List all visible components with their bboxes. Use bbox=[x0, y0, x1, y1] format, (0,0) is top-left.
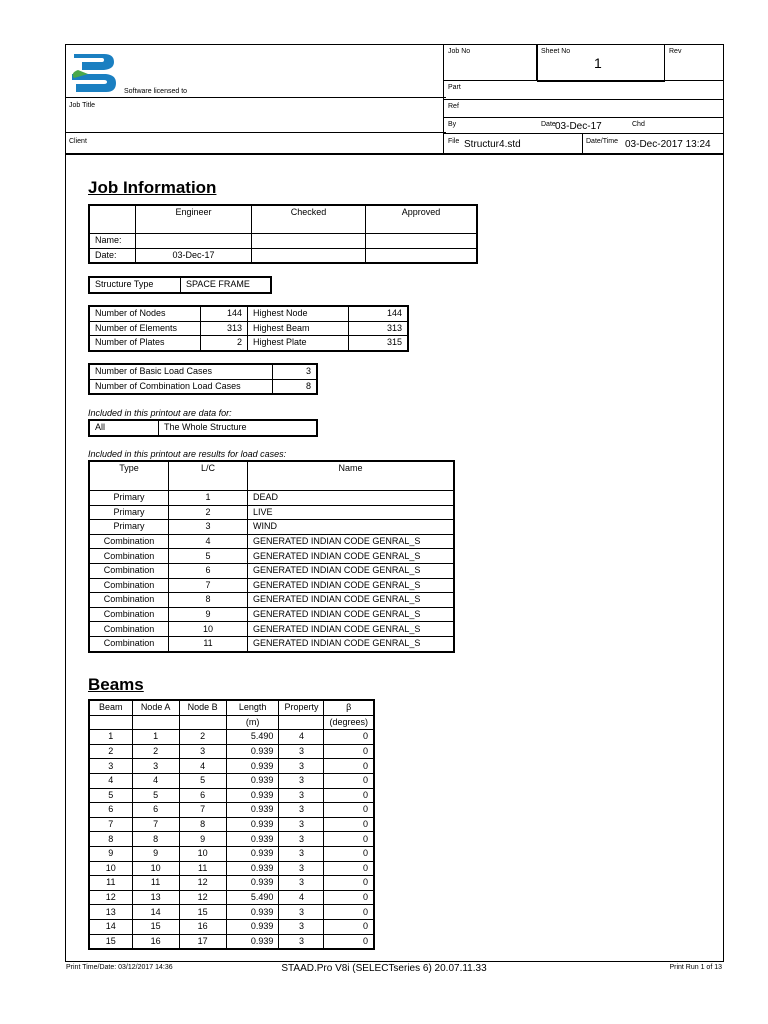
property-header: Property bbox=[279, 700, 324, 715]
counts-table bbox=[88, 305, 409, 352]
beam-row: 3 3 4 0.939 3 0 bbox=[89, 759, 374, 774]
beam-row: 9 9 10 0.939 3 0 bbox=[89, 846, 374, 861]
print-run: Print Run 1 of 13 bbox=[669, 964, 722, 971]
length-unit: (m) bbox=[226, 715, 279, 730]
length-header: Length bbox=[226, 700, 279, 715]
beam-row: 4 4 5 0.939 3 0 bbox=[89, 773, 374, 788]
beam-row: 11 11 12 0.939 3 0 bbox=[89, 876, 374, 891]
structure-type-label: Structure Type bbox=[89, 277, 181, 293]
job-info-title: Job Information bbox=[88, 178, 217, 197]
ref-label: Ref bbox=[448, 103, 459, 110]
table-row: Name: bbox=[89, 234, 477, 249]
load-case-row: Combination 5 GENERATED INDIAN CODE GENRAL_S bbox=[89, 549, 454, 564]
date-label: Date bbox=[541, 121, 556, 128]
table-row: Date: 03-Dec-17 bbox=[89, 248, 477, 263]
date-value: 03-Dec-17 bbox=[555, 121, 602, 132]
sheet-no-value: 1 bbox=[594, 55, 602, 71]
chd-label: Chd bbox=[632, 121, 645, 128]
load-cases-table bbox=[88, 460, 455, 653]
structure-type-table bbox=[88, 276, 272, 294]
results-for-note: Included in this printout are results for load cases: bbox=[88, 449, 287, 459]
structure-type-value: SPACE FRAME bbox=[181, 277, 272, 293]
load-counts-table bbox=[88, 363, 318, 395]
load-case-row: Combination 10 GENERATED INDIAN CODE GENRAL_S bbox=[89, 622, 454, 637]
type-header: Type bbox=[89, 461, 169, 491]
load-case-row: Combination 4 GENERATED INDIAN CODE GENRAL_S bbox=[89, 534, 454, 549]
software-version: STAAD.Pro V8i (SELECTseries 6) 20.07.11.33 bbox=[281, 963, 487, 974]
beam-row: 12 13 12 5.490 4 0 bbox=[89, 890, 374, 905]
part-label: Part bbox=[448, 84, 461, 91]
bentley-logo-icon bbox=[68, 48, 118, 96]
title-block bbox=[66, 45, 723, 155]
table-row bbox=[89, 700, 374, 715]
rev-label: Rev bbox=[669, 48, 682, 55]
client-label: Client bbox=[69, 138, 87, 145]
lc-header: L/C bbox=[169, 461, 248, 491]
table-row: Number of Combination Load Cases 8 bbox=[89, 379, 317, 394]
beam-row: 6 6 7 0.939 3 0 bbox=[89, 803, 374, 818]
datetime-value: 03-Dec-2017 13:24 bbox=[625, 139, 711, 150]
table-row: All The Whole Structure bbox=[89, 420, 317, 436]
table-row: Number of Basic Load Cases 3 bbox=[89, 364, 317, 379]
table-row: Number of Nodes 144 Highest Node 144 bbox=[89, 306, 408, 321]
table-row bbox=[89, 205, 477, 234]
beam-header: Beam bbox=[89, 700, 132, 715]
beam-row: 1 1 2 5.490 4 0 bbox=[89, 730, 374, 745]
name-header: Name bbox=[248, 461, 455, 491]
beam-row: 8 8 9 0.939 3 0 bbox=[89, 832, 374, 847]
beta-header: β bbox=[324, 700, 374, 715]
datetime-label: Date/Time bbox=[586, 138, 619, 145]
beam-row: 15 16 17 0.939 3 0 bbox=[89, 934, 374, 949]
node-b-header: Node B bbox=[179, 700, 226, 715]
load-case-row: Combination 6 GENERATED INDIAN CODE GENRAL_S bbox=[89, 563, 454, 578]
load-case-row: Primary 1 DEAD bbox=[89, 491, 454, 506]
file-value: Structur4.std bbox=[464, 139, 521, 150]
table-row bbox=[89, 715, 374, 730]
engineer-header: Engineer bbox=[136, 205, 252, 234]
licensed-label: Software licensed to bbox=[124, 88, 188, 95]
table-row: Number of Elements 313 Highest Beam 313 bbox=[89, 321, 408, 336]
table-row: Number of Plates 2 Highest Plate 315 bbox=[89, 336, 408, 351]
load-case-row: Primary 3 WIND bbox=[89, 520, 454, 535]
beams-table bbox=[88, 699, 375, 950]
load-case-row: Combination 8 GENERATED INDIAN CODE GENRAL_S bbox=[89, 593, 454, 608]
load-case-row: Combination 11 GENERATED INDIAN CODE GENRAL_S bbox=[89, 636, 454, 651]
data-for-table bbox=[88, 419, 318, 437]
beam-row: 13 14 15 0.939 3 0 bbox=[89, 905, 374, 920]
beam-row: 10 10 11 0.939 3 0 bbox=[89, 861, 374, 876]
sheet-no-label: Sheet No bbox=[541, 48, 571, 55]
load-case-row: Combination 7 GENERATED INDIAN CODE GENRAL_S bbox=[89, 578, 454, 593]
beam-row: 5 5 6 0.939 3 0 bbox=[89, 788, 374, 803]
beta-unit: (degrees) bbox=[324, 715, 374, 730]
load-case-row: Combination 9 GENERATED INDIAN CODE GENRAL_S bbox=[89, 607, 454, 622]
table-row bbox=[89, 277, 271, 293]
beams-title: Beams bbox=[88, 675, 144, 694]
beam-row: 2 2 3 0.939 3 0 bbox=[89, 744, 374, 759]
beam-row: 14 15 16 0.939 3 0 bbox=[89, 919, 374, 934]
by-label: By bbox=[448, 121, 457, 128]
approved-header: Approved bbox=[366, 205, 478, 234]
job-no-label: Job No bbox=[448, 48, 471, 55]
job-title-label: Job Title bbox=[69, 102, 96, 109]
table-row bbox=[89, 461, 454, 491]
file-label: File bbox=[448, 138, 460, 145]
print-time: Print Time/Date: 03/12/2017 14:36 bbox=[66, 964, 173, 971]
checked-header: Checked bbox=[252, 205, 366, 234]
beam-row: 7 7 8 0.939 3 0 bbox=[89, 817, 374, 832]
job-info-table bbox=[88, 204, 478, 264]
data-for-note: Included in this printout are data for: bbox=[88, 408, 232, 418]
node-a-header: Node A bbox=[132, 700, 179, 715]
load-case-row: Primary 2 LIVE bbox=[89, 505, 454, 520]
